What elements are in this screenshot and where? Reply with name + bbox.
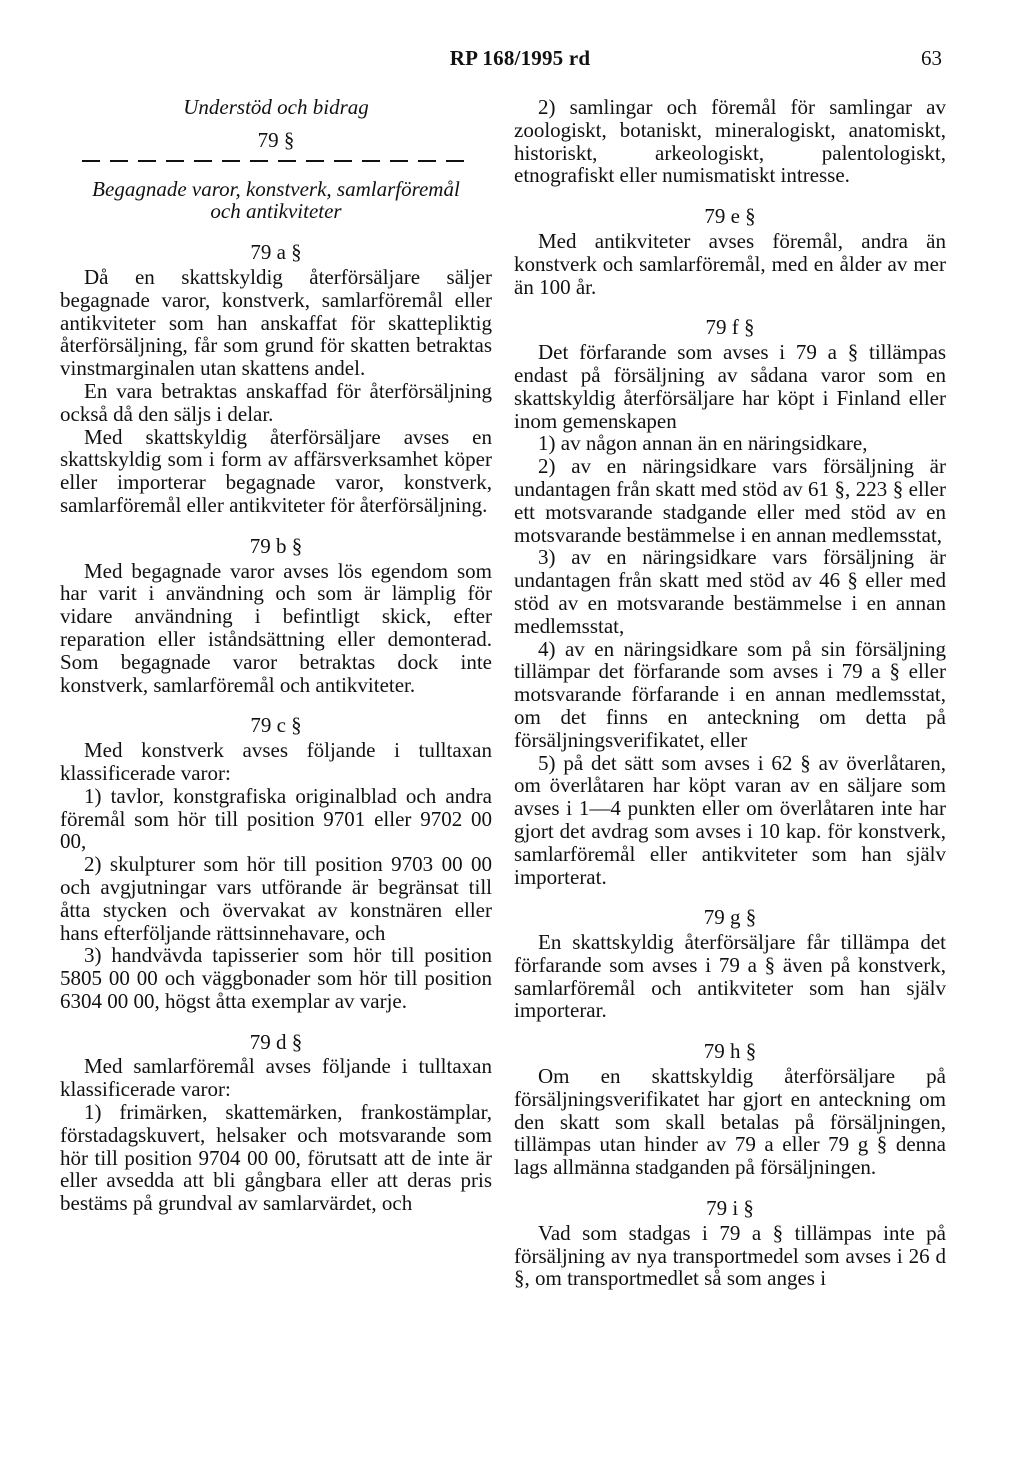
- subheading-line-1: Begagnade varor, konstverk, samlarföremål: [92, 176, 460, 201]
- list-item: 2) av en näringsidkare vars försäljning är undantagen från skatt med stöd av 61 §, 223 § eller ett motsvarande stadgande eller med stöd av en motsvarande bestämmelse i en annan medlemsstat,: [514, 454, 946, 547]
- list-item: 3) handvävda tapisserier som hör till position 5805 00 00 och väggbonader som hör till position 6304 00 00, högst åtta exemplar av varje.: [60, 943, 492, 1013]
- list-item: 1) av någon annan än en näringsidkare,: [538, 431, 868, 456]
- page-header: [0, 40, 1024, 80]
- section-79g-heading: 79 g §: [703, 905, 757, 930]
- left-column: [60, 96, 492, 1215]
- paragraph: Vad som stadgas i 79 a § tillämpas inte på försäljning av nya transportmedel som avses i 26 d §, om transportmedlet så som anges i: [514, 1220, 946, 1291]
- omission-dashes: [82, 160, 470, 162]
- section-79d-heading: 79 d §: [249, 1029, 303, 1054]
- subheading-line-2: och antikviteter: [210, 199, 342, 224]
- paragraph: En skattskyldig återförsäljare får tillämpa det förfarande som avses i 79 a § även på konstverk, samlarföremål och antikviteter som han själv importerar.: [514, 930, 946, 1023]
- section-79i-heading: 79 i §: [706, 1196, 754, 1221]
- list-item: 4) av en näringsidkare som på sin försäljning tillämpar det förfarande som avses i 79 a § eller motsvarande förfarande i en annan medlemsstat, om det finns en anteckning om detta på försäljningsverifikatet, eller: [514, 636, 946, 752]
- paragraph: Det förfarande som avses i 79 a § tillämpas endast på försäljning av sådana varor som en skattskyldig återförsäljare har köpt i Finland eller inom gemenskapen: [514, 340, 946, 433]
- section-79h-heading: 79 h §: [703, 1039, 757, 1064]
- section-79e-heading: 79 e §: [704, 204, 756, 229]
- paragraph: Med konstverk avses följande i tulltaxan klassificerade varor:: [60, 738, 492, 785]
- section-79-heading: 79 §: [257, 127, 295, 152]
- section-79a-heading: 79 a §: [250, 240, 302, 265]
- list-item: 2) skulpturer som hör till position 9703 00 00 och avgjutningar vars utförande är begränsat till åtta stycken och övervakat av konstnären eller hans efterföljande rättsinnehavare, och: [60, 852, 492, 945]
- list-item: 3) av en näringsidkare vars försäljning är undantagen från skatt med stöd av 46 § eller med stöd av en motsvarande bestämmelse i en annan medlemsstat,: [514, 545, 946, 638]
- section-79c-heading: 79 c §: [250, 713, 302, 738]
- paragraph: Med begagnade varor avses lös egendom som har varit i användning och som är lämplig för vidare användning i befintligt skick, efter reparation eller iståndsättning eller demonterad. Som begagnade varor betraktas dock inte konstverk, samlarföremål och antikviteter.: [60, 558, 492, 697]
- document-reference: RP 168/1995 rd: [449, 46, 591, 70]
- paragraph: Med skattskyldig återförsäljare avses en skattskyldig som i form av affärsverksamhet köper eller importerar begagnade varor, konstverk, samlarföremål eller antikviteter för återförsäljning.: [60, 424, 492, 517]
- paragraph: Då en skattskyldig återförsäljare säljer begagnade varor, konstverk, samlarföremål eller antikviteter som han anskaffat för skattepliktig återförsäljning, får som grund för skatten betraktas vinstmarginalen utan skattens andel.: [60, 264, 492, 381]
- paragraph: Med samlarföremål avses följande i tulltaxan klassificerade varor:: [60, 1054, 492, 1102]
- chapter-heading: Understöd och bidrag: [183, 95, 369, 119]
- paragraph: En vara betraktas anskaffad för återförsäljning också då den säljs i delar.: [60, 378, 492, 426]
- paragraph: Med antikviteter avses föremål, andra än konstverk och samlarföremål, med en ålder av mer än 100 år.: [514, 228, 946, 299]
- section-79f-heading: 79 f §: [705, 315, 755, 340]
- list-item: 1) frimärken, skattemärken, frankostämplar, förstadagskuvert, helsaker och motsvarande som hör till position 9704 00 00, förutsatt att de inte är eller avsedda att bli gångbara eller att deras pris bestäms på grundval av samlarvärdet, och: [60, 1100, 492, 1216]
- page-number: 63: [921, 46, 942, 70]
- list-item: 2) samlingar och föremål för samlingar av zoologiskt, botaniskt, mineralogiskt, anatomiskt, historiskt, arkeologiskt, palentologiskt, etnografiskt eller numismatiskt intresse.: [514, 95, 946, 188]
- list-item: 5) på det sätt som avses i 62 § av överlåtaren, om överlåtaren har köpt varan av en säljare som avses i 1—4 punkten eller om överlåtaren inte har gjort det avdrag som avses i 10 kap. för konstverk, samlarföremål eller antikviteter som han själv importerat.: [514, 750, 946, 889]
- list-item: 1) tavlor, konstgrafiska originalblad och andra föremål som hör till position 9701 eller 9702 00 00,: [60, 783, 492, 854]
- section-79b-heading: 79 b §: [249, 533, 303, 558]
- paragraph: Om en skattskyldig återförsäljare på försäljningsverifikatet har gjort en anteckning om den skatt som skall betalas på försäljningen, tillämpas utan hinder av 79 a eller 79 g § denna lags allmänna stadganden på försäljningen.: [514, 1064, 946, 1180]
- right-column: [514, 96, 946, 1290]
